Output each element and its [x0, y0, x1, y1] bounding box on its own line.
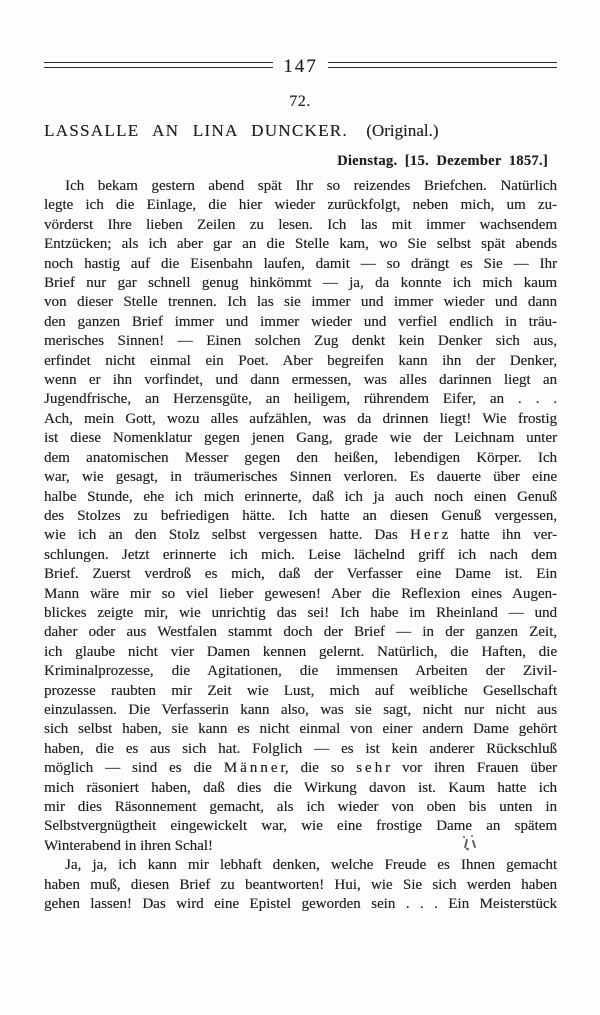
text-line: haben, die es aus sich hat. Folglich — es ist kein anderer Rückschluß — [44, 740, 557, 757]
page-header — [0, 0, 600, 171]
paragraph — [44, 856, 557, 914]
letter-heading-title: LASSALLE AN LINA DUNCKER. — [44, 121, 348, 140]
text-line: schlungen. Jetzt erinnerte ich mich. Leise lächelnd griff ich nach dem — [44, 546, 557, 563]
text-line: vörderst Ihre lieben Zeilen zu lesen. Ich las mit immer wachsendem — [44, 216, 557, 233]
text-line: gehen lassen! Das wird eine Epistel geworden sein . . . Ein Meisterstück — [44, 896, 557, 913]
text-line: merisches Sinnen! — Einen solchen Zug denkt kein Denker sich aus, — [44, 333, 557, 350]
letter-body — [44, 177, 557, 914]
ink-smudge — [462, 835, 482, 851]
text-line: dem anatomischen Messer gegen den heißen, lebendigen Körper. Ich — [44, 449, 557, 466]
header-rule-row — [44, 56, 557, 77]
text-line: legte ich die Einlage, die hier wieder zurückfolgt, neben mich, um zu- — [44, 197, 557, 214]
text-line: Entzücken; als ich aber gar an die Stelle kam, wo Sie selbst spät abends — [44, 236, 557, 253]
text-line: war, wie gesagt, in träumerisches Sinnen verloren. Es dauerte über eine — [44, 469, 557, 486]
text-line: von dieser Stelle trennen. Ich las sie immer und immer wieder und dann — [44, 294, 557, 311]
paragraph — [44, 177, 557, 856]
text-line: haben muß, diesen Brief zu beantworten! Hui, wie Sie sich werden haben — [44, 876, 557, 893]
text-line: des Stolzes zu befriedigen hätte. Ich hatte an diesen Genuß vergessen, — [44, 507, 557, 524]
text-line: Kriminalprozesse, die Agitationen, die immensen Arbeiten der Zivil- — [44, 663, 557, 680]
text-line: blickes zeigte mir, wie unrichtig das sei! Ich habe im Rheinland — und — [44, 604, 557, 621]
text-line: Jugendfrische, an Herzensgüte, an heiligem, rührendem Eifer, an . . . — [44, 391, 557, 408]
text-line: Ja, ja, ich kann mir lebhaft denken, welche Freude es Ihnen gemacht — [65, 857, 557, 874]
text-line: Ich bekam gestern abend spät Ihr so reizendes Briefchen. Natürlich — [65, 178, 557, 194]
text-line: Ach, mein Gott, wozu alles aufzählen, was da drinnen liegt! Wie frostig — [44, 410, 557, 427]
text-line: mich räsoniert haben, daß dies die Wirkung davon ist. Kaum hatte ich — [44, 779, 557, 796]
letter-heading-original-note: (Original.) — [366, 121, 439, 140]
text-line: möglich — sind es die M ä n n e r, die so s e h r vor ihren Frauen über — [44, 760, 557, 777]
letter-heading — [44, 119, 556, 142]
text-line: einzulassen. Die Verfasserin kann also, was sie sagt, nicht nur nicht aus — [44, 701, 557, 718]
text-line: prozesse raubten mir Zeit wie Lust, mich auf weibliche Gesellschaft — [44, 682, 557, 699]
text-line: Selbstvergnügtheit eingewickelt war, wie eine frostige Dame an spätem — [44, 818, 557, 835]
text-line: Winterabend in ihren Schal! — [44, 837, 213, 854]
text-line: noch hastig auf die Eisenbahn laufen, damit — so drängt es Sie — Ihr — [44, 255, 557, 272]
section-number: 72. — [289, 93, 311, 110]
decorative-rule-right — [328, 62, 557, 68]
text-line: halbe Stunde, ehe ich mich erinnerte, daß ich ja auch noch einen Genuß — [44, 488, 557, 505]
text-line: erfindet nicht einmal ein Poet. Aber begreifen kann ihn der Denker, — [44, 352, 557, 369]
text-line: sich selbst haben, sie kann es nicht einmal von einer andern Dame gehört — [44, 721, 557, 738]
text-line: den ganzen Brief immer und immer wieder und verfiel endlich in träu- — [44, 313, 557, 330]
text-line: ich glaube nicht vier Damen kennen gelernt. Natürlich, die Haften, die — [44, 643, 557, 660]
text-line: Mann wäre mir so viel lieber gewesen! Aber die Reflexion eines Augen- — [44, 585, 557, 602]
text-line: mir dies Räsonnement gemacht, als ich wieder von oben bis unten in — [44, 799, 557, 815]
text-line: Brief. Zuerst verdroß es mich, daß der Verfasser eine Dame ist. Ein — [44, 566, 557, 583]
text-line: ist diese Nomenklatur gegen jenen Gang, grade wie der Leichnam unter — [44, 430, 557, 447]
dateline: Dienstag. [15. Dezember 1857.] — [337, 153, 548, 169]
text-line: wenn er ihn vorfindet, und dann ermessen, was alles darinnen liegt an — [44, 372, 557, 389]
text-line: wie ich an den Stolz selbst vergessen hatte. Das H e r z hatte ihn ver- — [44, 527, 557, 544]
decorative-rule-left — [44, 62, 273, 68]
text-line: daher oder aus Westfalen stammt doch der Brief — in der ganzen Zeit, — [44, 624, 557, 641]
text-line: Brief nur gar schnell genug hinkömmt — ja, da konnte ich mich kaum — [44, 275, 557, 292]
page-number: 147 — [283, 56, 318, 77]
